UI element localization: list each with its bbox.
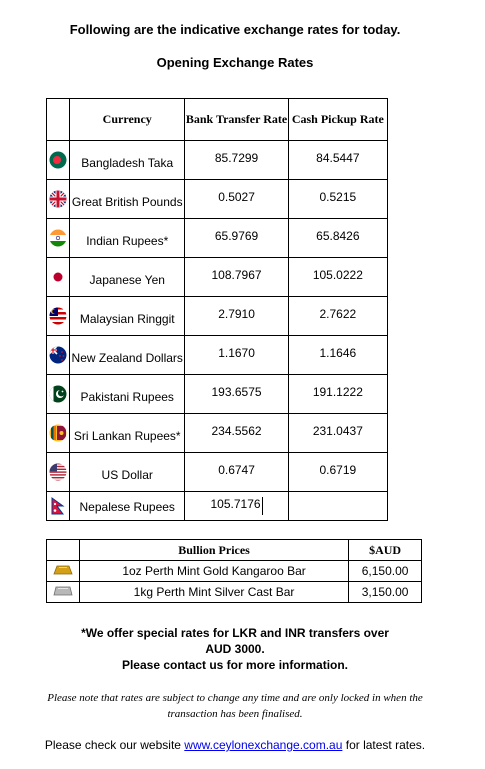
cash-rate: 105.0222 bbox=[312, 268, 363, 282]
cash-rate: 65.8426 bbox=[316, 229, 360, 243]
bank-rate: 0.6747 bbox=[218, 463, 255, 477]
bullion-title: Bullion Prices bbox=[79, 540, 348, 561]
currency-name: US Dollar bbox=[101, 467, 153, 482]
offer-line: *We offer special rates for LKR and INR transfers over bbox=[81, 626, 389, 640]
bullion-name: 1kg Perth Mint Silver Cast Bar bbox=[79, 582, 348, 603]
disclaimer-note bbox=[30, 690, 440, 722]
website-note bbox=[0, 738, 470, 752]
currency-name: Nepalese Rupees bbox=[79, 499, 175, 514]
cash-rate: 231.0437 bbox=[312, 424, 363, 438]
currency-name: Indian Rupees* bbox=[86, 233, 169, 248]
table-row bbox=[47, 492, 388, 521]
website-suffix: for latest rates. bbox=[345, 738, 426, 752]
cash-rate: 0.6719 bbox=[319, 463, 357, 477]
table-row bbox=[47, 453, 388, 492]
table-row bbox=[47, 219, 388, 258]
website-link[interactable]: www.ceylonexchange.com.au bbox=[184, 738, 343, 752]
offer-line: AUD 3000. bbox=[205, 642, 265, 656]
bank-rate: 234.5562 bbox=[211, 424, 262, 438]
offer-line: Please contact us for more information. bbox=[121, 658, 349, 672]
table-row bbox=[47, 258, 388, 297]
currency-name: Japanese Yen bbox=[89, 272, 165, 287]
table-row bbox=[47, 414, 388, 453]
special-offer-note bbox=[0, 625, 470, 673]
currency-column-header: Currency bbox=[70, 99, 185, 141]
exchange-rates-table bbox=[46, 98, 388, 521]
cash-rate-column-header: Cash Pickup Rate bbox=[288, 99, 387, 141]
cash-rate: 0.5215 bbox=[319, 190, 357, 204]
table-header-row bbox=[47, 540, 422, 561]
new-zealand-flag-icon bbox=[49, 346, 67, 364]
bullion-price: 6,150.00 bbox=[349, 561, 422, 582]
table-header-row bbox=[47, 99, 388, 141]
table-row bbox=[47, 561, 422, 582]
usa-flag-icon bbox=[49, 463, 67, 481]
bullion-name: 1oz Perth Mint Gold Kangaroo Bar bbox=[79, 561, 348, 582]
icon-column-header bbox=[47, 540, 80, 561]
bank-rate-column-header: Bank Transfer Rate bbox=[185, 99, 288, 141]
bank-rate: 1.1670 bbox=[218, 346, 255, 360]
price-column-header: $AUD bbox=[349, 540, 422, 561]
cash-rate: 84.5447 bbox=[316, 151, 360, 165]
intro-heading: Following are the indicative exchange rates for today. bbox=[69, 22, 401, 37]
disclaimer-line: transaction has been finalised. bbox=[167, 708, 303, 720]
disclaimer-line: Please note that rates are subject to change any time and are only locked in when the bbox=[47, 692, 423, 704]
currency-name: Malaysian Ringgit bbox=[79, 311, 175, 326]
bank-rate: 105.7176 bbox=[211, 497, 263, 515]
table-row bbox=[47, 141, 388, 180]
bank-rate: 108.7967 bbox=[211, 268, 262, 282]
currency-name: Pakistani Rupees bbox=[80, 389, 174, 404]
uk-flag-icon bbox=[49, 190, 67, 208]
bullion-prices-table bbox=[46, 539, 422, 603]
table-row bbox=[47, 297, 388, 336]
gold-bar-icon bbox=[53, 564, 73, 576]
india-flag-icon bbox=[49, 229, 67, 247]
silver-bar-icon bbox=[53, 585, 73, 597]
sri-lanka-flag-icon bbox=[49, 424, 67, 442]
japan-flag-icon bbox=[49, 268, 67, 286]
currency-name: Bangladesh Taka bbox=[81, 155, 174, 170]
pakistan-flag-icon bbox=[49, 385, 67, 403]
table-row bbox=[47, 336, 388, 375]
currency-name: Sri Lankan Rupees* bbox=[73, 428, 181, 443]
flag-column-header bbox=[47, 99, 70, 141]
bank-rate: 0.5027 bbox=[218, 190, 255, 204]
table-row bbox=[47, 180, 388, 219]
cash-rate: 191.1222 bbox=[312, 385, 363, 399]
cash-rate: 1.1646 bbox=[319, 346, 357, 360]
malaysia-flag-icon bbox=[49, 307, 67, 325]
bank-rate: 65.9769 bbox=[214, 229, 259, 243]
website-prefix: Please check our website bbox=[44, 738, 181, 752]
bank-rate: 85.7299 bbox=[214, 151, 259, 165]
bullion-price: 3,150.00 bbox=[349, 582, 422, 603]
cash-rate: 2.7622 bbox=[319, 307, 357, 321]
bangladesh-flag-icon bbox=[49, 151, 67, 169]
nepal-flag-icon bbox=[49, 497, 67, 515]
table-row bbox=[47, 582, 422, 603]
bank-rate: 2.7910 bbox=[218, 307, 255, 321]
page-title: Opening Exchange Rates bbox=[156, 55, 314, 70]
currency-name: Great British Pounds bbox=[71, 194, 183, 209]
table-row bbox=[47, 375, 388, 414]
bank-rate: 193.6575 bbox=[211, 385, 262, 399]
currency-name: New Zealand Dollars bbox=[71, 350, 183, 365]
